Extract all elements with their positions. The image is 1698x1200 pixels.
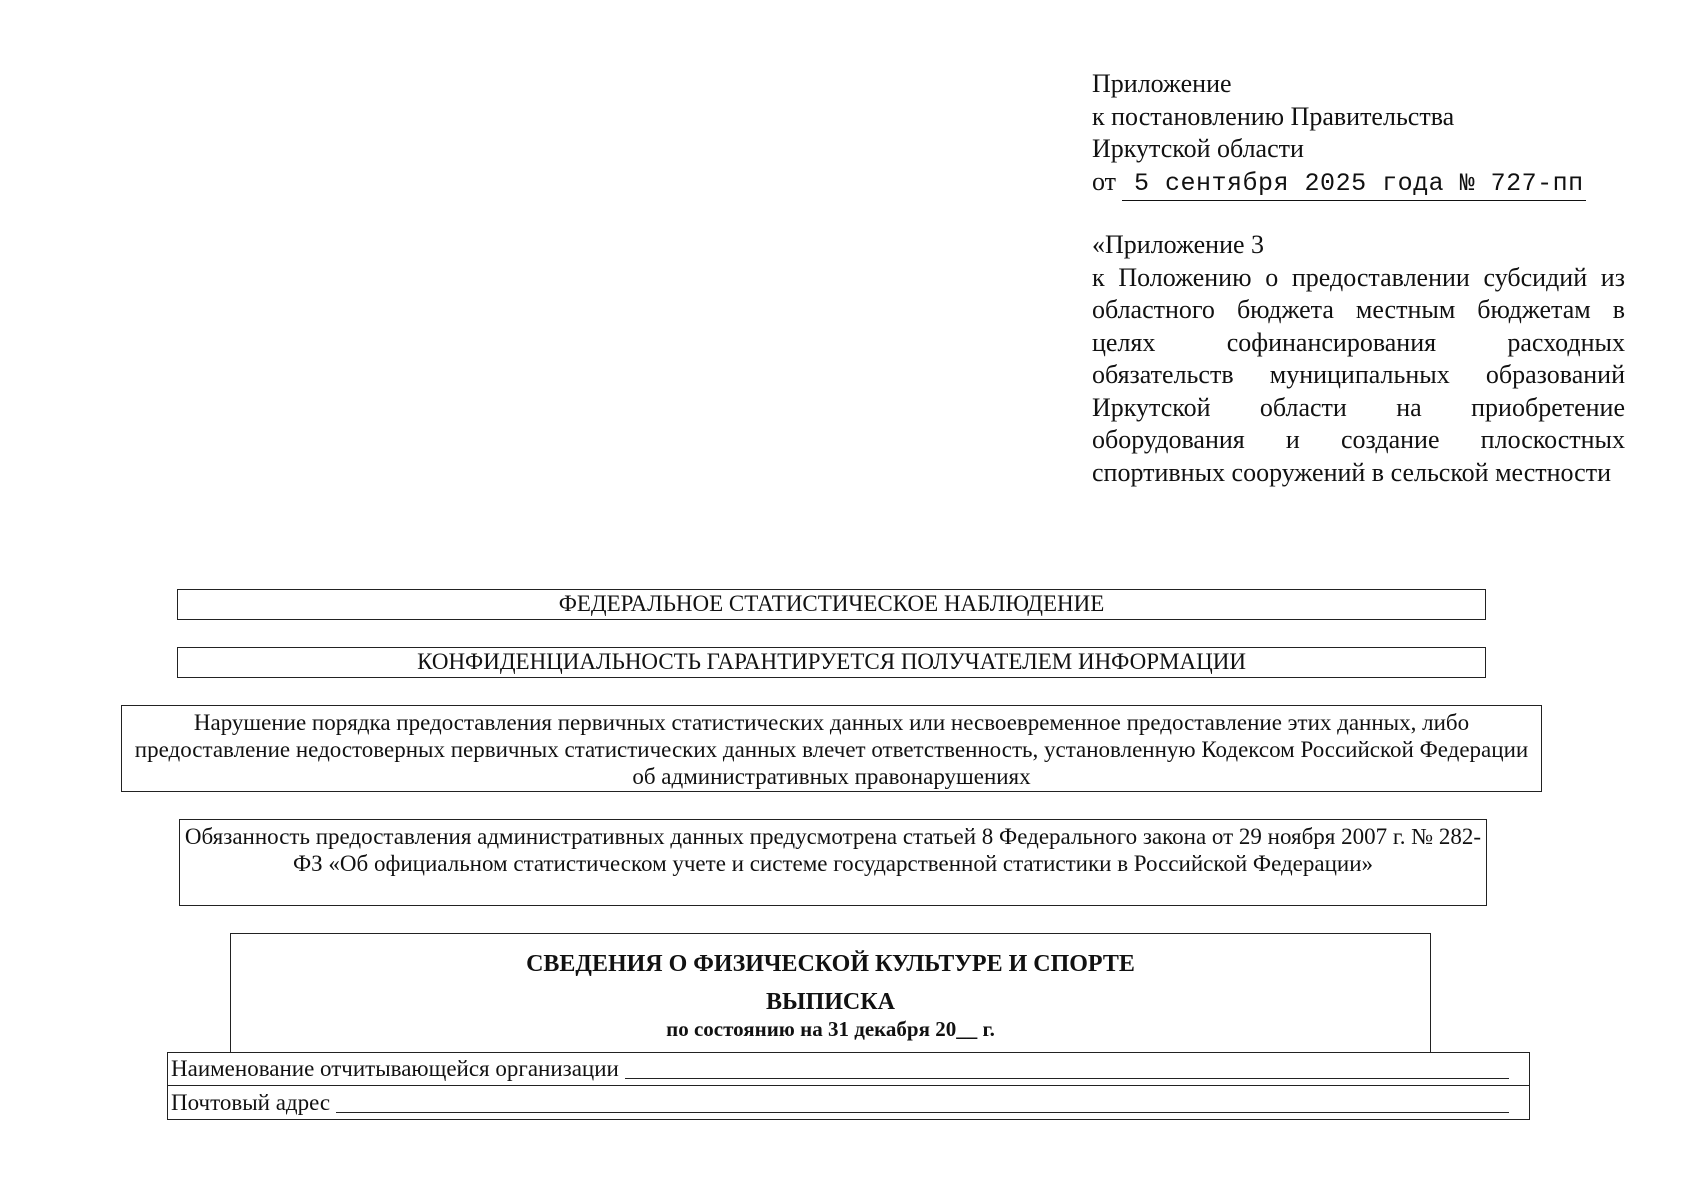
form-as-of-date: по состоянию на 31 декабря 20__ г. bbox=[666, 1017, 995, 1041]
postal-address-field[interactable] bbox=[336, 1111, 1509, 1113]
form-heading: СВЕДЕНИЯ О ФИЗИЧЕСКОЙ КУЛЬТУРЕ И СПОРТЕ bbox=[526, 951, 1135, 977]
org-name-field[interactable] bbox=[625, 1077, 1509, 1079]
violation-notice-box: Нарушение порядка предоставления первичных статистических данных или несвоевременное предоставление этих данных, либо предоставление недостоверных первичных статистических данных влечет ответственность, установленную Кодексом Российской Федерации об административных правонарушениях bbox=[121, 705, 1542, 792]
postal-address-label: Почтовый адрес bbox=[171, 1090, 331, 1115]
appendix-3-body: к Положению о предоставлении субсидий из областного бюджета местным бюджетам в целях софинансирования расходных обязательств муниципальных образований Иркутской области на приобретение оборудования и создание плоскостных спортивных сооружений в сельской местности bbox=[1092, 262, 1625, 487]
organization-fields bbox=[167, 1052, 1530, 1120]
legal-duty-box: Обязанность предоставления административных данных предусмотрена статьей 8 Федерального закона от 29 ноября 2007 г. № 282-ФЗ «Об официальном статистическом учете и системе государственной статистики в Российской Федерации» bbox=[179, 819, 1487, 906]
appendix-line-3: Иркутской области bbox=[1092, 134, 1304, 163]
appendix-3-header bbox=[1092, 229, 1625, 489]
org-name-row bbox=[167, 1052, 1530, 1086]
appendix-line-2: к постановлению Правительства bbox=[1092, 101, 1455, 131]
postal-address-row bbox=[167, 1086, 1530, 1120]
federal-observation-box: ФЕДЕРАЛЬНОЕ СТАТИСТИЧЕСКОЕ НАБЛЮДЕНИЕ bbox=[177, 589, 1486, 620]
decree-reference-stamp: 5 сентября 2025 года № 727-пп bbox=[1122, 170, 1586, 201]
decree-from-prefix: от bbox=[1092, 166, 1117, 196]
decree-date-line bbox=[1092, 166, 1632, 201]
org-name-label: Наименование отчитывающейся организации bbox=[171, 1056, 619, 1081]
appendix-line-1: Приложение bbox=[1092, 69, 1232, 98]
form-subheading: ВЫПИСКА bbox=[766, 989, 895, 1015]
appendix-3-title: «Приложение 3 bbox=[1092, 230, 1265, 259]
confidentiality-box: КОНФИДЕНЦИАЛЬНОСТЬ ГАРАНТИРУЕТСЯ ПОЛУЧАТЕЛЕМ ИНФОРМАЦИИ bbox=[177, 647, 1486, 678]
form-title-box bbox=[230, 933, 1431, 1053]
appendix-header bbox=[1092, 68, 1632, 201]
